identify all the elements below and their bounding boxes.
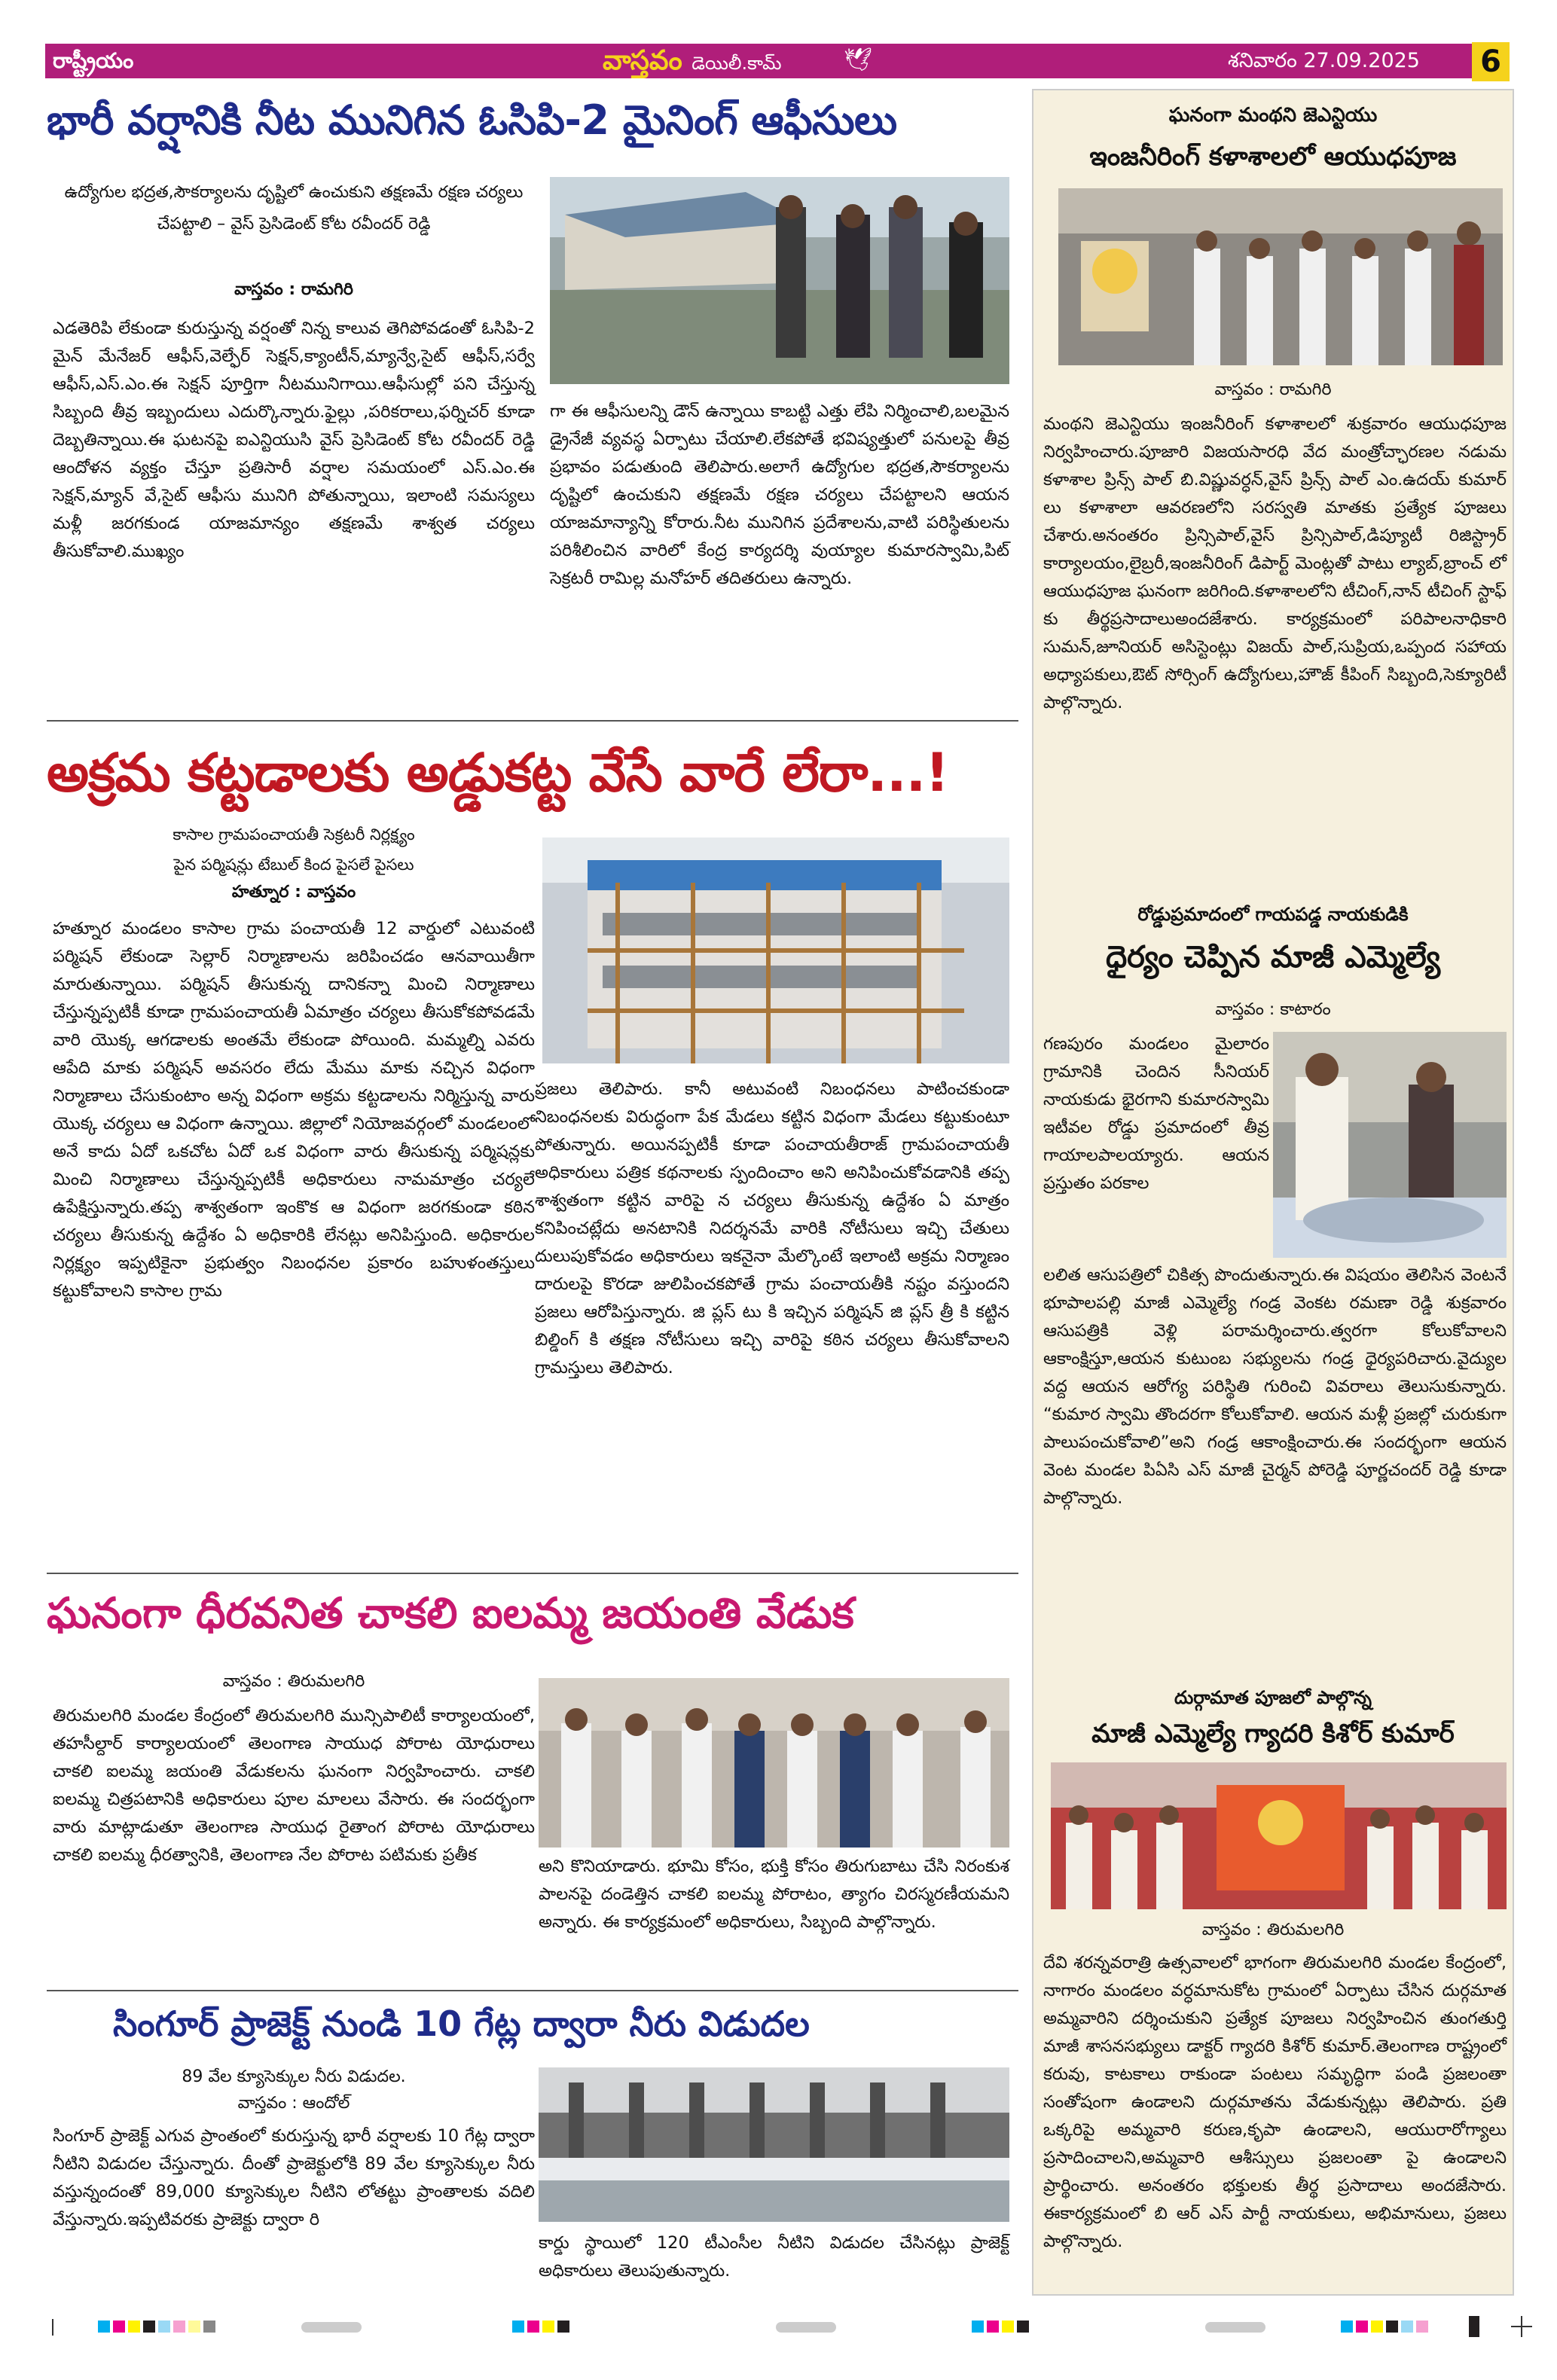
- story2-headline: అక్రమ కట్టడాలకు అడ్డుకట్ట వేసే వారే లేరా...!: [47, 742, 949, 804]
- side1-kicker: ఘనంగా మంథని జెఎన్టియు: [1168, 104, 1378, 127]
- side1-byline: వాస్తవం : రామగిరి: [1214, 380, 1332, 399]
- story1-column-1: ఎడతెరిపి లేకుండా కురుస్తున్న వర్షంతో నిన్న కాలువ తెగిపోవడంతో ఓసిపి-2 మైన్ మేనేజర్ ఆఫీస్,వెల్ఫేర్ సెక్షన్,క్యాంటీన్,మ్యాన్వే,సైట్ ఆఫీస్,సర్వే ఆఫీస్,ఎస్.ఎం.ఈ సెక్షన్ పూర్తిగా నీటమునిగాయి.ఆఫీసుల్లో పని చేస్తున్న సిబ్బంది తీవ్ర ఇబ్బందులు ఎదుర్కొన్నారు.ఫైల్లు ,పరికరాలు,ఫర్నిచర్ కూడా దెబ్బతిన్నాయి.ఈ ఘటనపై ఐఎన్టియుసి వైస్ ప్రెసిడెంట్ కోట రవీందర్ రెడ్డి ఆందోళన వ్యక్తం చేస్తూ ప్రతిసారీ వర్షాల సమయంలో ఎస్.ఎం.ఈ సెక్షన్,మ్యాన్ వే,సైట్ ఆఫీసు మునిగి పోతున్నాయి, ఇలాంటి సమస్యలు మళ్లీ జరగకుండ యాజమాన్యం తక్షణమే శాశ్వత చర్యలు తీసుకోవాలి.ముఖ్యం: [53, 319, 535, 561]
- divider: [47, 1990, 1018, 1991]
- story3-column-1: తిరుమలగిరి మండల కేంద్రంలో తిరుమలగిరి మున్సిపాలిటీ కార్యాలయంలో, తహసీల్దార్ కార్యాలయంలో తెలంగాణ సాయుధ పోరాట యోధురాలు చాకలి ఐలమ్మ జయంతి వేడుకలను ఘనంగా నిర్వహించారు. చాకలి ఐలమ్మ చిత్రపటానికి అధికారులు పూల మాలలు వేసారు. ఈ సందర్భంగా వారు మాట్లాడుతూ తెలంగాణ సాయుధ రైతాంగ పోరాట యోధురాలు చాకలి ఐలమ్మ ధీరత్వానికి, తెలంగాణ నేల పోరాట పటిమకు ప్రతీక: [53, 1706, 535, 1865]
- side2-kicker: రోడ్డుప్రమాదంలో గాయపడ్డ నాయకుడికి: [1137, 904, 1409, 925]
- side3-kicker: దుర్గామాత పూజలో పాల్గొన్న: [1174, 1687, 1372, 1708]
- story2-subheading-2: పైన పర్మిషన్లు టేబుల్ కింద పైసలే పైసలు: [173, 856, 414, 874]
- story2-column-2: ప్రజలు తెలిపారు. కానీ అటువంటి నిబంధనలు పాటించకుండా నిబంధనలకు విరుద్ధంగా పేక మేడలు కట్టిన విధంగా మేడలు కట్టుకుంటూ పోతున్నారు. అయినప్పటికీ కూడా పంచాయతీరాజ్ గ్రామపంచాయతీ అధికారులు పత్రిక కథనాలకు స్పందించాం అని అనిపించుకోవడానికి తప్ప శాశ్వతంగా కట్టిన వారిపై న చర్యలు తీసుకున్న ఉద్దేశం ఏ మాత్రం కనిపించట్లేదు అనటానికి నిదర్శనమే వారికి నోటీసులు ఇచ్చి చేతులు దులుపుకోవడం అధికారులు ఇకనైనా మేల్కొంటే ఇలాంటి అక్రమ నిర్మాణం దారులపై కొరడా జులిపించకపోతే గ్రామ పంచాయతీకి నష్టం వస్తుందని ప్రజలు ఆరోపిస్తున్నారు. జి ప్లస్ టు కి ఇచ్చిన పర్మిషన్ జి ప్లస్ త్రీ కి కట్టిన బిల్డింగ్ కి తక్షణ నోటీసులు ఇచ్చి వారిపై కఠిన చర్యలు తీసుకోవాలని గ్రామస్తులు తెలిపారు.: [535, 1079, 1009, 1378]
- side2-headline: ధైర్యం చెప్పిన మాజీ ఎమ్మెల్యే: [1105, 940, 1441, 975]
- side3-byline: వాస్తవం : తిరుమలగిరి: [1201, 1921, 1345, 1939]
- story1-photo: [550, 177, 1009, 384]
- story1-subheading: ఉద్యోగుల భద్రత,సౌకర్యాలను దృష్టిలో ఉంచుకుని తక్షణమే రక్షణ చర్యలు చేపట్టాలి – వైస్ ప్రెసిడెంట్ కోట రవీందర్ రెడ్డి: [64, 183, 524, 233]
- story4-photo: [539, 2067, 1009, 2222]
- story4-headline: సింగూర్ ప్రాజెక్ట్ నుండి 10 గేట్ల ద్వారా నీరు విడుదల: [113, 2003, 810, 2044]
- story3-photo: [539, 1678, 1009, 1848]
- side1-body: మంథని జెఎన్టియు ఇంజనీరింగ్ కళాశాలలో శుక్రవారం ఆయుధపూజ నిర్వహించారు.పూజారి విజయసారధి వేద మంత్రోచ్ఛారణల నడుమ కళాశాల ప్రిన్స్ పాల్ బి.విష్ణువర్ధన్,వైస్ ప్రిన్స్ పాల్ ఎం.ఉదయ్ కుమార్ లు కళాశాలా ఆవరణలోని సరస్వతి మాతకు ప్రత్యేక పూజలు చేశారు.అనంతరం ప్రిన్సిపాల్,వైస్ ప్రిన్సిపాల్,డిప్యూటీ రిజిస్ట్రార్ కార్యాలయం,లైబ్రరీ,ఇంజనీరింగ్ డిపార్ట్ మెంట్లతో పాటు ల్యాబ్,బ్రాంచ్ లో ఆయుధపూజ ఘనంగా జరిగింది.కళాశాలలోని టీచింగ్,నాన్ టీచింగ్ స్టాఫ్ కు తీర్థప్రసాదాలుఅందజేశారు. కార్యక్రమంలో పరిపాలనాధికారి సుమన్,జూనియర్ అసిస్టెంట్లు విజయ్ పాల్,సుప్రియ,ఒప్పంద సహాయ అధ్యాపకులు,ఔట్ సోర్సింగ్ ఉద్యోగులు,హౌజ్ కీపింగ్ సిబ్బంది,సెక్యూరిటీ పాల్గొన్నారు.: [1043, 414, 1507, 712]
- story2-subheading-1: కాసాల గ్రామపంచాయతీ సెక్రటరీ నిర్లక్ష్యం: [172, 825, 415, 844]
- side2-photo: [1273, 1032, 1507, 1258]
- story4-column-2: కార్డు స్థాయిలో 120 టీఎంసీల నీటిని విడుదల చేసినట్లు ప్రాజెక్ట్ అధికారులు తెలుపుతున్నారు.: [539, 2233, 1009, 2281]
- story2-photo: [542, 838, 1009, 1063]
- color-registration-marks: [0, 2316, 1557, 2339]
- masthead: [603, 44, 781, 78]
- story3-column-2: అని కొనియాడారు. భూమి కోసం, భుక్తి కోసం తిరుగుబాటు చేసి నిరంకుశ పాలనపై దండెత్తిన చాకలి ఐలమ్మ పోరాటం, త్యాగం చిరస్మరణీయమని అన్నారు. ఈ కార్యక్రమంలో అధికారులు, సిబ్బంది పాల్గొన్నారు.: [539, 1857, 1009, 1932]
- issue-date: శనివారం 27.09.2025: [1228, 49, 1420, 72]
- bird-logo-icon: 🕊: [844, 47, 873, 73]
- page-number: 6: [1472, 42, 1510, 81]
- story4-byline: వాస్తవం : ఆందోల్: [237, 2094, 350, 2113]
- story1-column-2: గా ఈ ఆఫీసులన్ని డౌన్ ఉన్నాయి కాబట్టి ఎత్తు లేపి నిర్మించాలి,బలమైన డ్రైనేజీ వ్యవస్థ ఏర్పాటు చేయాలి.లేకపోతే భవిష్యత్తులో పనులపై తీవ్ర ప్రభావం పడుతుంది తెలిపారు.అలాగే ఉద్యోగుల భద్రత,సౌకర్యాలను దృష్టిలో ఉంచుకుని తక్షణమే రక్షణ చర్యలు చేపట్టాలని ఆయన యాజమాన్యాన్ని కోరారు.నీట మునిగిన ప్రదేశాలను,వాటి పరిస్థితులను పరిశీలించిన వారిలో కేంద్ర కార్యదర్శి వుయ్యాల కుమారస్వామి,పిట్ సెక్రటరీ రామిల్ల మనోహర్ తదితరులు ఉన్నారు.: [550, 401, 1009, 588]
- side2-body: లలిత ఆసుపత్రిలో చికిత్స పొందుతున్నారు.ఈ విషయం తెలిసిన వెంటనే భూపాలపల్లి మాజీ ఎమ్మెల్యే గండ్ర వెంకట రమణా రెడ్డి శుక్రవారం ఆసుపత్రికి వెళ్లి పరామర్శించారు.త్వరగా కోలుకోవాలని ఆకాంక్షిస్తూ,ఆయన కుటుంబ సభ్యులను గండ్ర ధైర్యపరిచారు.వైద్యుల వద్ద ఆయన ఆరోగ్య పరిస్థితి గురించి వివరాలు తెలుసుకున్నారు. “కుమార స్వామి తొందరగా కోలుకోవాలి. ఆయన మళ్లీ ప్రజల్లో చురుకుగా పాలుపంచుకోవాలి”అని గండ్ర ఆకాంక్షించారు.ఈ సందర్భంగా ఆయన వెంట మండల పిఏసి ఎస్ మాజీ చైర్మన్ పోరెడ్డి పూర్ణచందర్ రెడ్డి కూడా పాల్గొన్నారు.: [1043, 1265, 1507, 1508]
- side3-headline: మాజీ ఎమ్మెల్యే గ్యాదరి కిశోర్ కుమార్: [1091, 1719, 1455, 1749]
- side2-body-top: గణపురం మండలం మైలారం గ్రామానికి చెందిన సీనియర్ నాయకుడు భైరగాని కుమారస్వామి ఇటీవల రోడ్డు ప్రమాదంలో తీవ్ర గాయాలపాలయ్యారు. ఆయన ప్రస్తుతం పరకాల: [1043, 1034, 1269, 1193]
- masthead-title: వాస్తవం: [603, 45, 682, 76]
- masthead-subtitle: డెయిలీ.కామ్: [691, 53, 782, 74]
- story4-column-1: సింగూర్ ప్రాజెక్ట్ ఎగువ ప్రాంతంలో కురుస్తున్న భారీ వర్షాలకు 10 గేట్ల ద్వారా నీటిని విడుదల చేస్తున్నారు. దీంతో ప్రాజెక్టులోకి 89 వేల క్యూసెక్కుల నీరు వస్తున్నందంతో 89,000 క్యూసెక్కుల నీటిని లోతట్టు ప్రాంతాలకు వదిలి వేస్తున్నారు.ఇప్పటివరకు ప్రాజెక్టు ద్వారా రి: [53, 2126, 535, 2229]
- story3-headline: ఘనంగా ధీరవనిత చాకలి ఐలమ్మ జయంతి వేడుక: [47, 1589, 854, 1638]
- story2-byline: హత్నూర : వాస్తవం: [231, 883, 356, 902]
- side3-body: దేవి శరన్నవరాత్రి ఉత్సవాలలో భాగంగా తిరుమలగిరి మండల కేంద్రంలో, నాగారం మండలం వర్ధమానుకోట గ్రామంలో ఏర్పాటు చేసిన దుర్గమాత అమ్మవారిని దర్శించుకుని ప్రత్యేక పూజలు నిర్వహించిన తుంగతుర్తి మాజీ శాసనసభ్యులు డాక్టర్ గ్యాదరి కిశోర్ కుమార్.తెలంగాణ రాష్ట్రంలో కరువు, కాటకాలు రాకుండా పంటలు సమృద్ధిగా పండి ప్రజలంతా సంతోషంగా ఉండాలని దుర్గమాతను వేడుకున్నట్లు తెలిపారు. ప్రతి ఒక్కరిపై అమ్మవారి కరుణ,కృపా ఉండాలని, ఆయురారోగ్యాలు ప్రసాదించాలని,అమ్మవారి ఆశీస్సులు ప్రజలంతా పై ఉండాలని ప్రార్థించారు. అనంతరం భక్తులకు తీర్థ ప్రసాదాలు అందజేసారు. ఈకార్యక్రమంలో బి ఆర్ ఎస్ పార్టీ నాయకులు, అభిమానులు, ప్రజలు పాల్గొన్నారు.: [1043, 1953, 1507, 2251]
- side1-headline: ఇంజనీరింగ్ కళాశాలలో ఆయుధపూజ: [1089, 142, 1457, 172]
- story3-byline: వాస్తవం : తిరుమలగిరి: [222, 1672, 365, 1691]
- section-label: రాష్ట్రీయం: [53, 48, 134, 73]
- story4-subheading: 89 వేల క్యూసెక్కుల నీరు విడుదల.: [182, 2067, 406, 2086]
- side3-photo: [1051, 1762, 1507, 1909]
- divider: [47, 720, 1018, 722]
- story2-column-1: హత్నూర మండలం కాసాల గ్రామ పంచాయతీ 12 వార్డులో ఎటువంటి పర్మిషన్ లేకుండా సెల్లార్ నిర్మాణాలను జరిపించడం ఆనవాయితీగా మారుతున్నాయి. పర్మిషన్ తీసుకున్న దానికన్నా మించి నిర్మాణాలు చేస్తున్నప్పటికీ కూడా గ్రామపంచాయతీ ఏమాత్రం చర్యలు తీసుకోకపోవడమే వారి యొక్క ఆగడాలకు అంతమే లేకుండా పోయింది. మమ్మల్ని ఎవరు ఆపేది మాకు పర్మిషన్ అవసరం లేదు మేము మాకు నచ్చిన విధంగా నిర్మాణాలు చేసుకుంటాం అన్న విధంగా అక్రమ కట్టడాలను నిర్మిస్తున్న వారు యొక్క చర్యలు ఆ విధంగా ఉన్నాయి. జిల్లాలో నియోజవర్గంలో మండలంలో అనే కాదు ఏదో ఒకచోట ఏదో ఒక విధంగా వారు తీసుకున్న పర్మిషన్లకు మించి నిర్మాణాలు చేస్తున్నప్పటికీ అధికారులు నామమాత్రం చర్యలే ఉపేక్షిస్తున్నారు.తప్ప శాశ్వతంగా ఇంకొక ఆ విధంగా జరగకుండా కఠిన చర్యలు తీసుకున్న ఉద్దేశం ఏ అధికారికి లేనట్లు అనిపిస్తుంది. అధికారుల నిర్లక్ష్యం ఇప్పటికైనా ప్రభుత్వం నిబంధనల ప్రకారం బహుళంతస్తులు కట్టుకోవాలని కాసాల గ్రామ: [53, 919, 535, 1301]
- side2-byline: వాస్తవం : కాటారం: [1215, 1000, 1331, 1019]
- story1-byline: వాస్తవం : రామగిరి: [234, 280, 353, 299]
- divider: [47, 1573, 1018, 1574]
- side1-photo: [1058, 188, 1503, 365]
- story1-headline: భారీ వర్షానికి నీట మునిగిన ఓసిపి-2 మైనింగ్ ఆఫీసులు: [47, 96, 897, 144]
